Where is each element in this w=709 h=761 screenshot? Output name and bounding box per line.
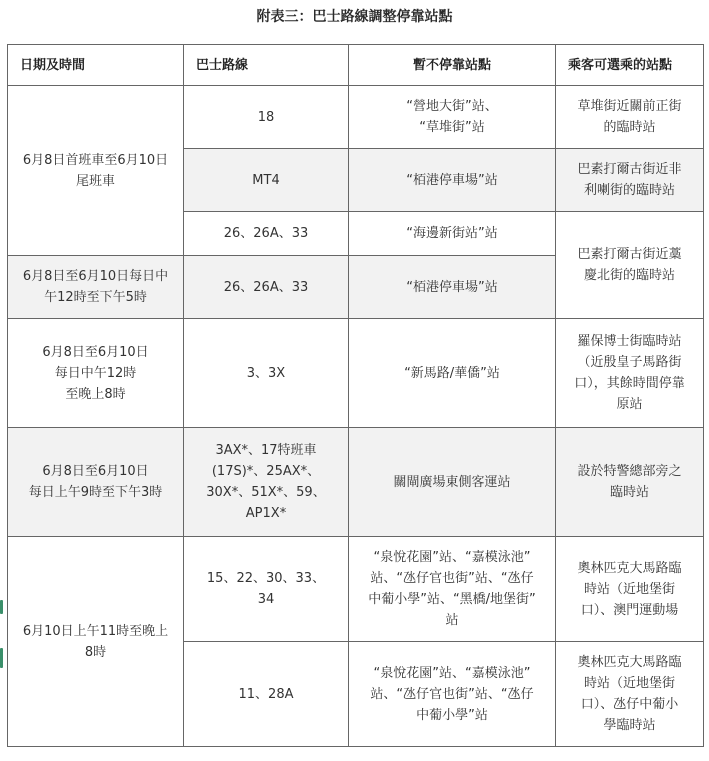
left-edge-marker	[0, 648, 3, 668]
table-row	[8, 319, 704, 428]
table-row	[8, 428, 704, 537]
date-cell: 6月8日至6月10日每日中 午12時至下午5時	[8, 256, 184, 319]
route-cell: MT4	[184, 149, 349, 212]
left-edge-marker	[0, 600, 3, 614]
alt-stop-cell: 草堆街近關前正街 的臨時站	[556, 86, 704, 149]
header-skipped-stops: 暫不停靠站點	[349, 45, 556, 86]
header-date-time: 日期及時間	[8, 45, 184, 86]
route-cell: 26、26A、33	[184, 212, 349, 256]
table-row	[8, 86, 704, 149]
date-cell: 6月10日上午11時至晚上 8時	[8, 537, 184, 747]
stop-cell: “營地大街”站、 “草堆街”站	[349, 86, 556, 149]
date-cell: 6月8日至6月10日 每日上午9時至下午3時	[8, 428, 184, 537]
route-cell: 3AX*、17特班車 (17S)*、25AX*、 30X*、51X*、59、 AP1X*	[184, 428, 349, 537]
alt-stop-cell: 羅保博士街臨時站 （近殷皇子馬路街 口），其餘時間停靠 原站	[556, 319, 704, 428]
date-cell: 6月8日首班車至6月10日 尾班車	[8, 86, 184, 256]
stop-cell: “泉悅花園”站、“嘉模泳池” 站、“氹仔官也街”站、“氹仔 中葡小學”站	[349, 642, 556, 747]
alt-stop-cell: 奧林匹克大馬路臨 時站（近地堡街 口）、氹仔中葡小 學臨時站	[556, 642, 704, 747]
header-bus-route: 巴士路線	[184, 45, 349, 86]
route-cell: 26、26A、33	[184, 256, 349, 319]
stop-cell: “栢港停車場”站	[349, 149, 556, 212]
alt-stop-cell: 奧林匹克大馬路臨 時站（近地堡街 口）、澳門運動場	[556, 537, 704, 642]
table-row	[8, 537, 704, 642]
table-header-row	[8, 45, 704, 86]
alt-stop-cell: 巴素打爾古街近非 利喇街的臨時站	[556, 149, 704, 212]
route-cell: 11、28A	[184, 642, 349, 747]
date-cell: 6月8日至6月10日 每日中午12時 至晚上8時	[8, 319, 184, 428]
stop-cell: “栢港停車場”站	[349, 256, 556, 319]
route-cell: 15、22、30、33、 34	[184, 537, 349, 642]
page-title: 附表三：巴士路線調整停靠站點	[256, 9, 453, 25]
alt-stop-cell: 設於特警總部旁之 臨時站	[556, 428, 704, 537]
stop-cell: 關閘廣場東側客運站	[349, 428, 556, 537]
route-cell: 18	[184, 86, 349, 149]
stop-cell: “泉悅花園”站、“嘉模泳池” 站、“氹仔官也街”站、“氹仔 中葡小學”站、“黑橋/地堡街” 站	[349, 537, 556, 642]
stop-cell: “海邊新街站”站	[349, 212, 556, 256]
bus-route-table	[7, 44, 704, 747]
header-alternative-stops: 乘客可選乘的站點	[556, 45, 704, 86]
route-cell: 3、3X	[184, 319, 349, 428]
alt-stop-cell: 巴素打爾古街近藁 慶北街的臨時站	[556, 212, 704, 319]
stop-cell: “新馬路/華僑”站	[349, 319, 556, 428]
